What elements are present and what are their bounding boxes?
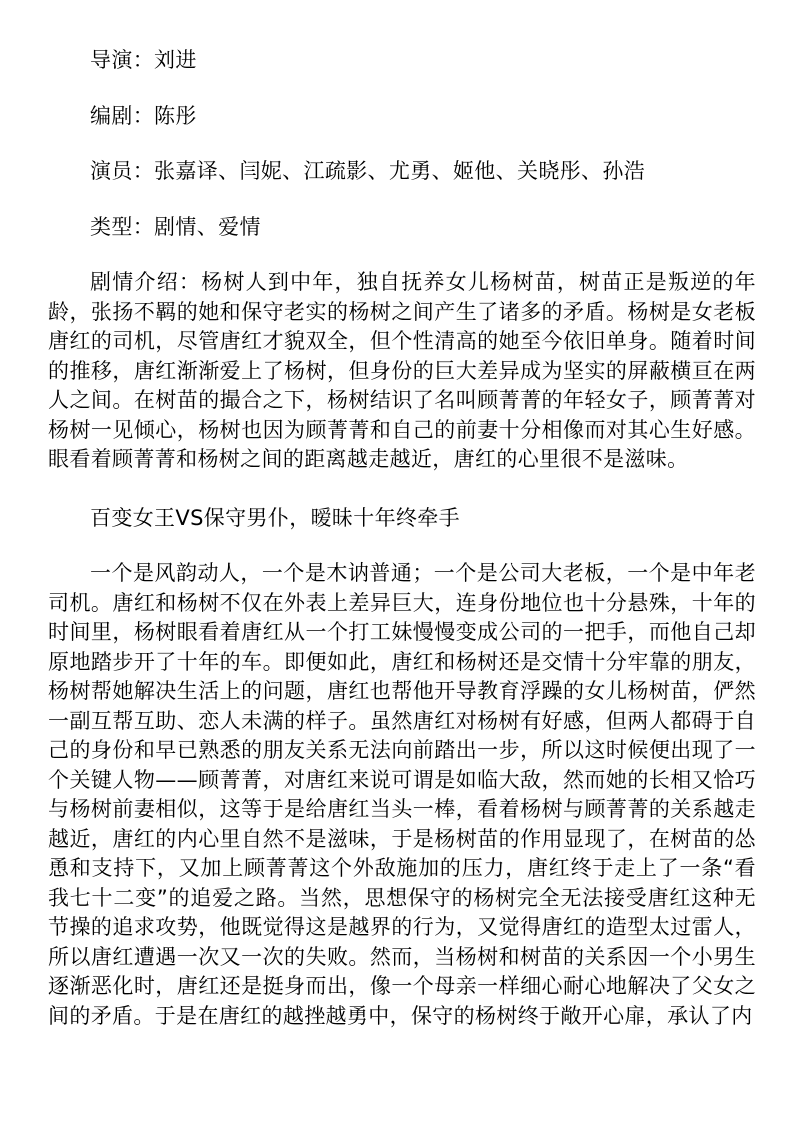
- writer-line: 编剧：陈彤: [90, 103, 197, 128]
- section-title: 百变女王VS保守男仆，暧昧十年终牵手: [90, 505, 460, 530]
- body-paragraph: 一个是风韵动人，一个是木讷普通；一个是公司大老板，一个是中年老司机。唐红和杨树不仅在外表上差异巨大，连身份地位也十分悬殊，十年的时间里，杨树眼看着唐红从一个打工妹慢慢变成公司的一把手，而他自己却原地踏步开了十年的车。即便如此，唐红和杨树还是交情十分牢靠的朋友，杨树帮她解决生活上的问题，唐红也帮他开导教育浮躁的女儿杨树苗，俨然一副互帮互助、恋人未满的样子。虽然唐红对杨树有好感，但两人都碍于自己的身份和早已熟悉的朋友关系无法向前踏出一步，所以这时候便出现了一个关键人物——顾菁菁，对唐红来说可谓是如临大敌，然而她的长相又恰巧与杨树前妻相似，这等于是给唐红当头一棒，看着杨树与顾菁菁的关系越走越近，唐红的内心里自然不是滋味，于是杨树苗的作用显现了，在树苗的怂恿和支持下，又加上顾菁菁这个外敌施加的压力，唐红终于走上了一条“看我七十二变”的追爱之路。当然，思想保守的杨树完全无法接受唐红这种无节操的追求攻势，他既觉得这是越界的行为，又觉得唐红的造型太过雷人，所以唐红遭遇一次又一次的失败。然而，当杨树和树苗的关系因一个小男生逐渐恶化时，唐红还是挺身而出，像一个母亲一样细心耐心地解决了父女之间的矛盾。于是在唐红的越挫越勇中，保守的杨树终于敞开心扉，承认了内: [48, 561, 756, 1028]
- document-page: [48, 46, 756, 1060]
- synopsis-paragraph: 剧情介绍：杨树人到中年，独自抚养女儿杨树苗，树苗正是叛逆的年龄，张扬不羁的她和保守老实的杨树之间产生了诸多的矛盾。杨树是女老板唐红的司机，尽管唐红才貌双全，但个性清高的她至今依旧单身。随着时间的推移，唐红渐渐爱上了杨树，但身份的巨大差异成为坚实的屏蔽横亘在两人之间。在树苗的撮合之下，杨树结识了名叫顾菁菁的年轻女子，顾菁菁对杨树一见倾心，杨树也因为顾菁菁和自己的前妻十分相像而对其心生好感。眼看着顾菁菁和杨树之间的距离越走越近，唐红的心里很不是滋味。: [48, 270, 756, 471]
- genre-line: 类型：剧情、爱情: [90, 214, 261, 239]
- cast-line: 演员：张嘉译、闫妮、江疏影、尤勇、姬他、关晓彤、孙浩: [90, 159, 646, 183]
- director-line: 导演：刘进: [90, 48, 197, 72]
